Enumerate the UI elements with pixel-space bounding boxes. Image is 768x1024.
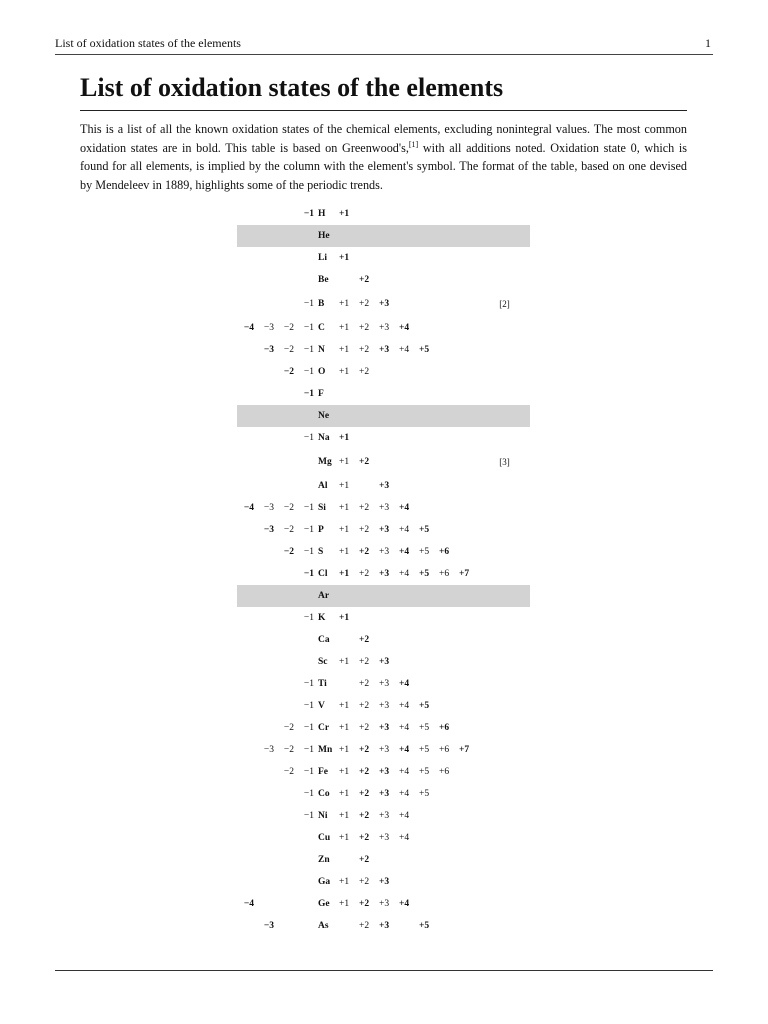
oxidation-state: +4 — [399, 525, 410, 535]
element-row-be — [237, 269, 530, 291]
element-row-al — [237, 475, 530, 497]
oxidation-state: +1 — [339, 811, 350, 821]
element-symbol: O — [318, 367, 326, 377]
oxidation-state: +3 — [379, 745, 390, 755]
oxidation-state: +1 — [339, 613, 350, 623]
element-row-ti — [237, 673, 530, 695]
oxidation-state: +3 — [379, 767, 390, 777]
oxidation-state: +6 — [439, 569, 450, 579]
element-row-f — [237, 383, 530, 405]
element-row-ar — [237, 585, 530, 607]
element-symbol: V — [318, 701, 325, 711]
element-row-k — [237, 607, 530, 629]
oxidation-state: +2 — [359, 767, 370, 777]
oxidation-state: +6 — [439, 745, 450, 755]
element-symbol: Cr — [318, 723, 330, 733]
reference-link[interactable]: [2] — [499, 299, 510, 309]
oxidation-state: −1 — [303, 811, 314, 821]
element-row-mn — [237, 739, 530, 761]
oxidation-state: +2 — [359, 679, 370, 689]
element-row-fe — [237, 761, 530, 783]
element-row-c — [237, 317, 530, 339]
oxidation-state: +1 — [339, 253, 350, 263]
oxidation-state: +5 — [419, 569, 430, 579]
oxidation-state: −3 — [263, 921, 274, 931]
oxidation-state: +1 — [339, 323, 350, 333]
oxidation-state: +4 — [399, 767, 410, 777]
oxidation-state: −1 — [303, 613, 314, 623]
page-number: 1 — [705, 36, 711, 50]
oxidation-state: +2 — [359, 547, 370, 557]
element-symbol: Ni — [318, 811, 328, 821]
intro-paragraph — [80, 120, 687, 194]
oxidation-state: −2 — [283, 345, 294, 355]
oxidation-state: +4 — [399, 701, 410, 711]
oxidation-state: −1 — [303, 389, 314, 399]
oxidation-state: +3 — [379, 569, 390, 579]
element-symbol: Mn — [318, 745, 333, 755]
element-row-ca — [237, 629, 530, 651]
oxidation-state: +2 — [359, 345, 370, 355]
oxidation-state: +5 — [419, 345, 430, 355]
element-symbol: K — [318, 613, 326, 623]
oxidation-state: +3 — [379, 481, 390, 491]
oxidation-state: +2 — [359, 855, 370, 865]
oxidation-state: +3 — [379, 299, 390, 309]
oxidation-state: +5 — [419, 921, 430, 931]
element-symbol: B — [318, 299, 325, 309]
oxidation-state: +4 — [399, 811, 410, 821]
element-row-cu — [237, 827, 530, 849]
element-row-o — [237, 361, 530, 383]
oxidation-state: +1 — [339, 833, 350, 843]
oxidation-state: +2 — [359, 299, 370, 309]
oxidation-state: +7 — [459, 569, 470, 579]
intro-text: This is a list of all the known oxidation states of the chemical elements, excluding nonintegral values. The most common oxidation states are in bold. This table is based on Greenwood's, — [80, 122, 687, 155]
oxidation-state: −3 — [263, 503, 274, 513]
oxidation-state: −2 — [283, 503, 294, 513]
oxidation-state: +6 — [439, 547, 450, 557]
oxidation-state: −1 — [303, 525, 314, 535]
oxidation-state: +2 — [359, 457, 370, 467]
element-symbol: As — [318, 921, 329, 931]
oxidation-state: +2 — [359, 833, 370, 843]
element-row-li — [237, 247, 530, 269]
element-row-ne — [237, 405, 530, 427]
oxidation-state: +4 — [399, 569, 410, 579]
element-row-h — [237, 203, 530, 225]
element-symbol: H — [318, 209, 326, 219]
oxidation-state: +1 — [339, 433, 350, 443]
element-symbol: Ca — [318, 635, 330, 645]
intro-text-continued: with all additions noted. Oxidation state 0, which is found for all elements, is implied by the column with the element's symbol. The format of the table, based on one devised by Mendeleev in 1889, highlights some of the periodic trends. — [80, 140, 687, 192]
element-row-n — [237, 339, 530, 361]
oxidation-state: +3 — [379, 525, 390, 535]
oxidation-state: +1 — [339, 745, 350, 755]
oxidation-state: +1 — [339, 525, 350, 535]
oxidation-state: +1 — [339, 657, 350, 667]
running-title: List of oxidation states of the elements — [55, 36, 241, 50]
oxidation-state: +4 — [399, 345, 410, 355]
element-symbol: N — [318, 345, 325, 355]
oxidation-state: +1 — [339, 789, 350, 799]
oxidation-state: +2 — [359, 525, 370, 535]
oxidation-state: +5 — [419, 525, 430, 535]
oxidation-state: +2 — [359, 275, 370, 285]
element-symbol: Si — [318, 503, 326, 513]
oxidation-state: +1 — [339, 345, 350, 355]
oxidation-state: +1 — [339, 877, 350, 887]
element-symbol: Ne — [317, 405, 339, 427]
element-row-ge — [237, 893, 530, 915]
oxidation-state: +2 — [359, 877, 370, 887]
running-header — [55, 36, 713, 55]
oxidation-state: +1 — [339, 723, 350, 733]
element-symbol: C — [318, 323, 325, 333]
oxidation-state: +5 — [419, 547, 430, 557]
element-row-p — [237, 519, 530, 541]
element-row-mg — [237, 449, 530, 475]
oxidation-state: −2 — [283, 367, 294, 377]
oxidation-state: +1 — [339, 899, 350, 909]
oxidation-state: +7 — [459, 745, 470, 755]
oxidation-state: −2 — [283, 323, 294, 333]
element-symbol: Ge — [318, 899, 330, 909]
oxidation-state: +4 — [399, 679, 410, 689]
oxidation-state: +1 — [339, 701, 350, 711]
oxidation-state: +2 — [359, 503, 370, 513]
oxidation-state: −4 — [243, 899, 254, 909]
oxidation-state: +1 — [339, 299, 350, 309]
oxidation-state: +2 — [359, 635, 370, 645]
oxidation-state: +3 — [379, 679, 390, 689]
oxidation-state: −4 — [243, 323, 254, 333]
element-row-ga — [237, 871, 530, 893]
oxidation-state: +2 — [359, 657, 370, 667]
element-symbol: Ga — [318, 877, 331, 887]
oxidation-state: +3 — [379, 657, 390, 667]
oxidation-state: −1 — [303, 789, 314, 799]
oxidation-state: +4 — [399, 723, 410, 733]
oxidation-state: +1 — [339, 547, 350, 557]
element-row-zn — [237, 849, 530, 871]
oxidation-state: +2 — [359, 723, 370, 733]
oxidation-state: +2 — [359, 745, 370, 755]
oxidation-state: +4 — [399, 503, 410, 513]
oxidation-state: +4 — [399, 745, 410, 755]
oxidation-state: +6 — [439, 723, 450, 733]
oxidation-state: −3 — [263, 745, 274, 755]
oxidation-state: +6 — [439, 767, 450, 777]
oxidation-state: +3 — [379, 723, 390, 733]
oxidation-state: +1 — [339, 767, 350, 777]
element-row-ni — [237, 805, 530, 827]
oxidation-state: −1 — [303, 345, 314, 355]
element-symbol: Cl — [318, 569, 328, 579]
oxidation-state: +4 — [399, 899, 410, 909]
oxidation-state: +1 — [339, 503, 350, 513]
oxidation-state: +1 — [339, 367, 350, 377]
oxidation-state: +3 — [379, 323, 390, 333]
oxidation-state: −1 — [303, 209, 314, 219]
oxidation-state: +2 — [359, 811, 370, 821]
oxidation-state: +2 — [359, 367, 370, 377]
element-symbol: Cu — [318, 833, 331, 843]
element-symbol: Na — [318, 433, 330, 443]
oxidation-state: −1 — [303, 745, 314, 755]
element-symbol: Ti — [318, 679, 327, 689]
oxidation-states-table — [237, 203, 530, 937]
element-row-cl — [237, 563, 530, 585]
oxidation-state: +5 — [419, 723, 430, 733]
oxidation-state: −1 — [303, 323, 314, 333]
oxidation-state: −1 — [303, 767, 314, 777]
element-row-si — [237, 497, 530, 519]
oxidation-state: −2 — [283, 547, 294, 557]
element-row-sc — [237, 651, 530, 673]
element-symbol: Sc — [318, 657, 328, 667]
element-symbol: Al — [318, 481, 328, 491]
oxidation-state: +1 — [339, 457, 350, 467]
oxidation-state: +3 — [379, 877, 390, 887]
oxidation-state: +2 — [359, 789, 370, 799]
oxidation-state: −2 — [283, 745, 294, 755]
oxidation-state: +3 — [379, 899, 390, 909]
element-symbol: P — [318, 525, 324, 535]
oxidation-state: +2 — [359, 921, 370, 931]
element-row-na — [237, 427, 530, 449]
oxidation-state: −1 — [303, 367, 314, 377]
oxidation-state: +3 — [379, 811, 390, 821]
footer-rule — [55, 970, 713, 971]
element-row-s — [237, 541, 530, 563]
oxidation-state: +1 — [339, 569, 350, 579]
element-row-as — [237, 915, 530, 937]
oxidation-state: −1 — [303, 723, 314, 733]
oxidation-state: +4 — [399, 547, 410, 557]
oxidation-state: +1 — [339, 209, 350, 219]
element-row-co — [237, 783, 530, 805]
oxidation-state: −2 — [283, 767, 294, 777]
oxidation-state: +2 — [359, 569, 370, 579]
oxidation-state: +4 — [399, 833, 410, 843]
element-row-b — [237, 291, 530, 317]
element-symbol: Co — [318, 789, 330, 799]
oxidation-state: −1 — [303, 679, 314, 689]
oxidation-state: +2 — [359, 701, 370, 711]
oxidation-state: +4 — [399, 323, 410, 333]
oxidation-state: −1 — [303, 569, 314, 579]
oxidation-state: −1 — [303, 547, 314, 557]
element-symbol: Zn — [318, 855, 330, 865]
oxidation-state: −2 — [283, 525, 294, 535]
reference-link[interactable]: [3] — [499, 457, 510, 467]
element-symbol: Li — [318, 253, 327, 263]
element-symbol: Ar — [317, 585, 339, 607]
oxidation-state: −1 — [303, 503, 314, 513]
oxidation-state: +3 — [379, 701, 390, 711]
element-symbol: Fe — [318, 767, 329, 777]
element-row-v — [237, 695, 530, 717]
oxidation-state: +5 — [419, 789, 430, 799]
element-symbol: F — [318, 389, 324, 399]
oxidation-state: +3 — [379, 833, 390, 843]
oxidation-state: +3 — [379, 503, 390, 513]
oxidation-state: +3 — [379, 547, 390, 557]
oxidation-state: −1 — [303, 701, 314, 711]
element-symbol: Be — [318, 275, 329, 285]
page-title: List of oxidation states of the elements — [80, 70, 687, 111]
element-row-cr — [237, 717, 530, 739]
oxidation-state: +2 — [359, 323, 370, 333]
oxidation-state: +2 — [359, 899, 370, 909]
oxidation-state: −3 — [263, 323, 274, 333]
oxidation-state: −1 — [303, 433, 314, 443]
oxidation-state: +1 — [339, 481, 350, 491]
oxidation-state: +5 — [419, 701, 430, 711]
oxidation-state: +5 — [419, 767, 430, 777]
element-symbol: He — [317, 225, 339, 247]
oxidation-state: −2 — [283, 723, 294, 733]
oxidation-state: +3 — [379, 345, 390, 355]
oxidation-state: +3 — [379, 789, 390, 799]
oxidation-state: +5 — [419, 745, 430, 755]
oxidation-state: +3 — [379, 921, 390, 931]
oxidation-state: −3 — [263, 525, 274, 535]
oxidation-state: −3 — [263, 345, 274, 355]
oxidation-state: +4 — [399, 789, 410, 799]
element-symbol: S — [318, 547, 324, 557]
citation-link[interactable]: [1] — [408, 139, 419, 149]
oxidation-state: −1 — [303, 299, 314, 309]
element-row-he — [237, 225, 530, 247]
element-symbol: Mg — [318, 457, 332, 467]
oxidation-state: −4 — [243, 503, 254, 513]
